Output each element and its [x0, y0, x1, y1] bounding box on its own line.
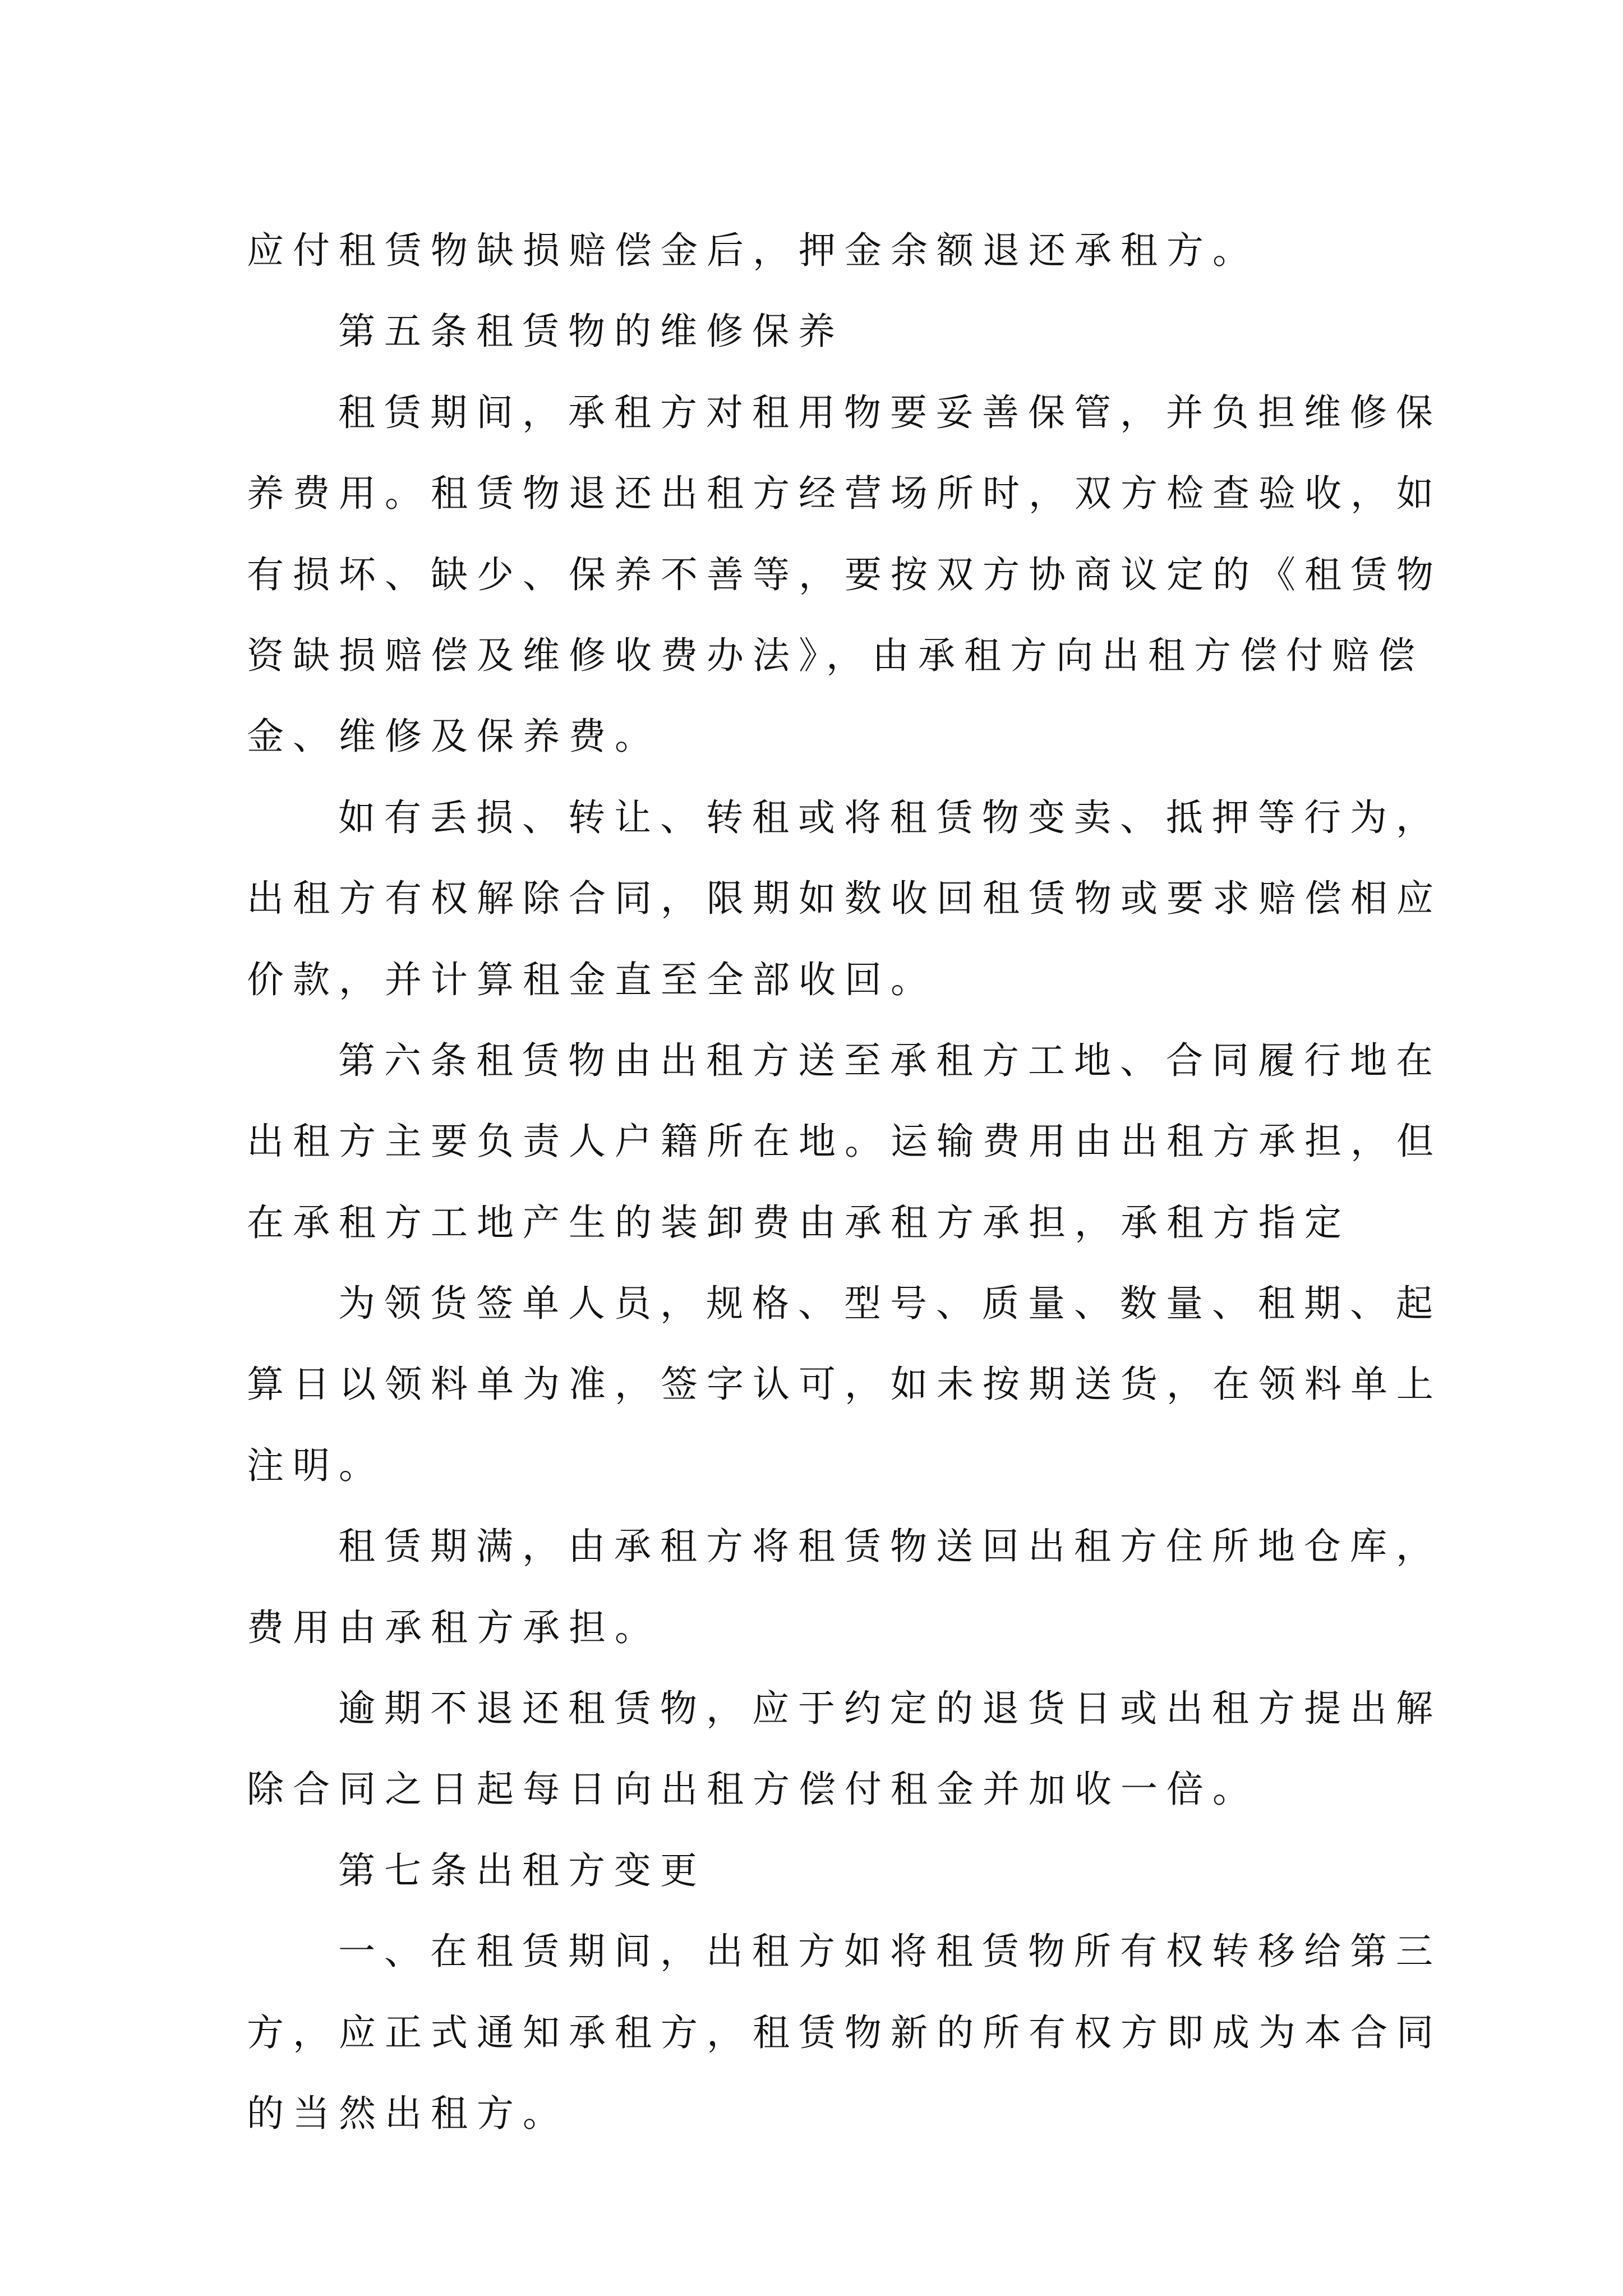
text-line: 为领货签单人员，规格、型号、质量、数量、租期、起 [338, 1282, 1442, 1326]
text-line: 租赁期满，由承租方将租赁物送回出租方住所地仓库， [338, 1525, 1442, 1568]
text-line: 算日以领料单为准，签字认可，如未按期送货，在领料单上 [247, 1363, 1442, 1406]
text-line: 如有丢损、转让、转租或将租赁物变卖、抵押等行为， [338, 795, 1442, 839]
text-line: 租赁期间，承租方对租用物要妥善保管，并负担维修保 [338, 390, 1442, 434]
text-line: 注明。 [247, 1443, 385, 1487]
section-heading: 第五条租赁物的维修保养 [338, 310, 844, 353]
text-line: 逾期不退还租赁物，应于约定的退货日或出租方提出解 [338, 1687, 1442, 1731]
text-line: 在承租方工地产生的装卸费由承租方承担，承租方指定 [247, 1200, 1350, 1244]
text-line: 金、维修及保养费。 [247, 715, 661, 758]
text-line: 方，应正式通知承租方，租赁物新的所有权方即成为本合同 [247, 2010, 1442, 2054]
text-line: 的当然出租方。 [247, 2091, 569, 2135]
text-line: 出租方主要负责人户籍所在地。运输费用由出租方承担，但 [247, 1120, 1442, 1163]
text-line: 价款，并计算租金直至全部收回。 [247, 958, 937, 1001]
text-line: 出租方有权解除合同，限期如数收回租赁物或要求赔偿相应 [247, 877, 1442, 921]
text-line: 资缺损赔偿及维修收费办法》，由承租方向出租方偿付赔偿 [247, 633, 1424, 677]
text-line: 一、在租赁期间，出租方如将租赁物所有权转移给第三 [338, 1930, 1442, 1973]
document-body [247, 210, 1442, 2154]
text-line: 除合同之日起每日向出租方偿付租金并加收一倍。 [247, 1768, 1258, 1811]
text-line: 应付租赁物缺损赔偿金后，押金余额退还承租方。 [247, 229, 1258, 272]
section-heading: 第六条租赁物由出租方送至承租方工地、合同履行地在 [338, 1038, 1442, 1082]
section-heading: 第七条出租方变更 [338, 1848, 706, 1892]
text-line: 养费用。租赁物退还出租方经营场所时，双方检查验收，如 [247, 472, 1442, 516]
text-line: 费用由承租方承担。 [247, 1605, 661, 1649]
text-line: 有损坏、缺少、保养不善等，要按双方协商议定的《租赁物 [247, 553, 1442, 596]
